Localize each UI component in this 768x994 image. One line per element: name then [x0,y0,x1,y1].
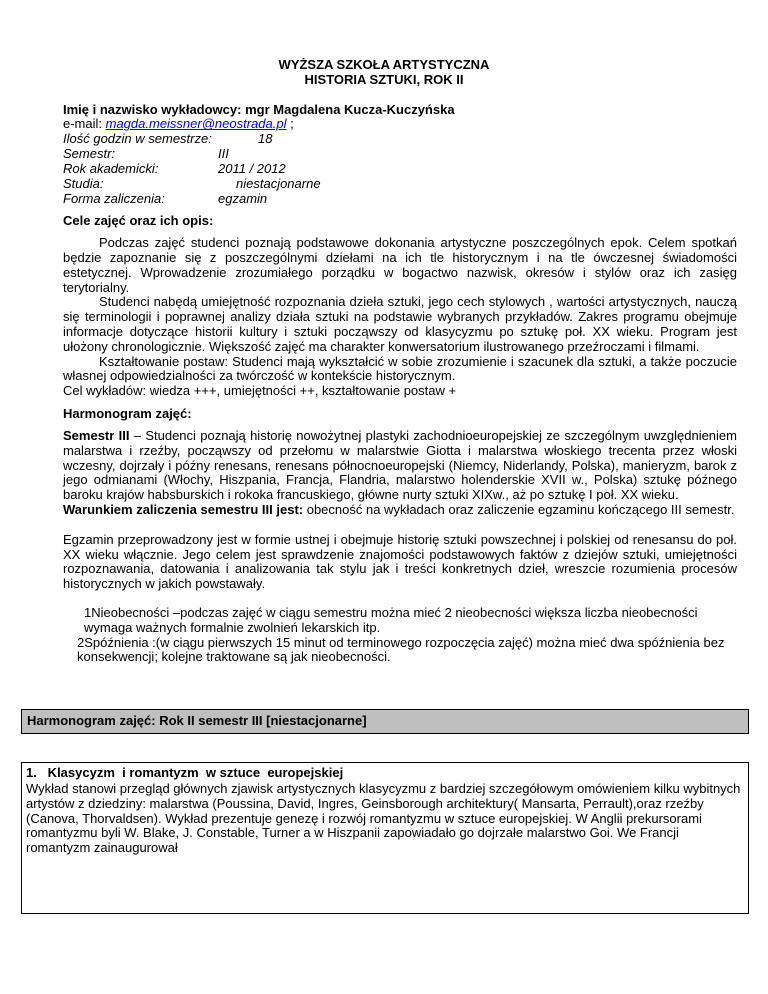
schedule-heading: Harmonogram zajęć: [63,406,192,422]
rule-absences-text: Nieobecności –podczas zajęć w ciągu semestru można mieć 2 nieobecności większa liczba nieobecności wymaga ważnych formalnie zwolnień lekarskich itp. [84,605,698,635]
course-info [63,132,737,206]
attendance-rules [63,606,737,665]
schedule-table [21,709,749,914]
email-label: e-mail: [63,116,106,132]
goals-paragraph-1: Podczas zajęć studenci poznają podstawowe dokonania artystyczne poszczególnych epok. Celem spotkań będzie zapoznanie się z poszczególnymi dziełami na ich tle historycznym i na tle ówczesnej świadomości estetycznej. Wprowadzenie zrozumiałego porządku w bogactwo nazwisk, okresów i stylów oraz ich zasięg terytorialny. [63,235,737,295]
info-value-credit-form: egzamin [218,190,268,206]
email-suffix: ; [286,116,294,132]
info-row-study-mode [63,177,737,192]
info-value-study-mode: niestacjonarne [236,175,321,191]
exam-paragraph: Egzamin przeprowadzony jest w formie ustnej i obejmuje historię sztuki powszechnej i polskiej od renesansu do poł. XX wieku włącznie. Jego celem jest sprawdzenie znajomości podstawowych faktów z dziejów sztuki, umiejętności rozpoznawania, datowania i analizowania tak stylu jak i treści konkretnych dzieł, wreszcie rozumienia procesów historycznych w jakich powstawały. [63,531,737,592]
info-label-hours: Ilość godzin w semestrze: [63,131,212,147]
rule-lateness-text: Spóźnienia :(w ciągu pierwszych 15 minut od terminowego rozpoczęcia zajęć) można mieć dwa spóźnienia bez konsekwencji; kolejne traktowane są jak nieobecności. [77,634,725,665]
semester-lead: Semestr III [63,427,130,443]
goals-paragraph-3: Kształtowanie postaw: Studenci mają wykształcić w sobie zrozumienie i szacunek dla sztuki, a także poczucie własnej odpowiedzialności za twórczość w kontekście historycznym. [63,353,737,384]
semester-description [63,429,737,503]
document-body [63,103,737,666]
info-value-hours: 18 [258,131,273,147]
lecture-1-body: Wykład stanowi przegląd głównych zjawisk artystycznych klasycyzmu z bardziej szczegółowym omówieniem kilku wybitnych artystów z dziedziny: malarstwa (Poussina, David, Ingres, Geinsborough architektury( Mansarta, Perrault),oraz rzeźby (Canova, Thorvaldsen). Wykład prezentuje genezę i rozwój romantyzmu w sztuce europejskiej. W Anglii prekursorami romantyzmu byli W. Blake, J. Constable, Turner a w Hiszpanii zapowiadało go dojrzałe malarstwo Goi. We Francji romantyzm zainaugurował [26,780,741,856]
doc-title-line1: WYŻSZA SZKOŁA ARTYSTYCZNA [278,57,490,72]
lecture-1-cell [21,762,749,914]
goals-heading: Cele zajęć oraz ich opis: [63,213,214,229]
semester-rest: – Studenci poznają historię nowożytnej plastyki zachodnioeuropejskiej ze szczególnym uwzględnieniem malarstwa i rzeźby, począwszy od przełomu w malarstwie Giotta i malarstwa włoskiego trecenta przez włoski wczesny, dojrzały i późny renesans, renesans północnoeuropejski (Niemcy, Niderlandy, Polska), manieryzm, barok z jego odmianami (Włochy, Hiszpania, Francja, Flandria, malarstwo holenderskie XVII w., Polska) sztukę późnego baroku krajów habsburskich i rokoka francuskiego, główne nurty sztuki XIXw., aż po sztukę I poł. XX wieku. [63,427,737,503]
info-row-academic-year [63,162,737,177]
info-label-credit-form: Forma zaliczenia: [63,190,165,206]
rule-absences [84,606,737,636]
info-label-study-mode: Studia: [63,175,104,191]
info-label-academic-year: Rok akademicki: [63,160,159,176]
doc-title-line2: HISTORIA SZTUKI, ROK II [304,71,464,87]
lecturer-name-line: Imię i nazwisko wykładowcy: mgr Magdalena Kucza-Kuczyńska [63,101,455,117]
info-row-hours [63,132,737,147]
info-row-semester [63,147,737,162]
doc-title [0,58,768,88]
lecture-1-title: 1. Klasycyzm i romantyzm w sztuce europejskiej [26,765,344,781]
credit-condition-lead: Warunkiem zaliczenia semestru III jest: [63,501,304,517]
email-line [63,117,737,132]
rule-lateness-number: 2 [77,634,85,650]
email-link[interactable]: magda.meissner@neostrada.pl [105,116,287,132]
goals-paragraph-2: Studenci nabędą umiejętność rozpoznania dzieła sztuki, jego cech stylowych , wartości artystycznych, nauczą się terminologii i poprawnej analizy działa sztuki na podstawie wybranych przykładów. Zakres programu obejmuje informacje dotyczące historii kultury i sztuki począwszy od klasycyzmu po sztukę poł. XX wieku. Program jest ułożony chronologicznie. Większość zajęć ma charakter konwersatorium ilustrowanego przeźroczami i filmami. [63,294,737,354]
rule-lateness [77,636,737,666]
info-row-credit-form [63,192,737,207]
schedule-table-header: Harmonogram zajęć: Rok II semestr III [niestacjonarne] [21,709,749,734]
info-value-semester: III [218,146,229,162]
credit-condition [63,503,737,518]
rule-absences-number: 1 [84,605,92,620]
info-value-academic-year: 2011 / 2012 [218,160,286,176]
credit-condition-rest: obecność na wykładach oraz zaliczenie egzaminu kończącego III semestr. [303,501,735,517]
goals-paragraph-4: Cel wykładów: wiedza +++, umiejętności ++, kształtowanie postaw + [63,383,457,399]
info-label-semester: Semestr: [63,146,116,162]
